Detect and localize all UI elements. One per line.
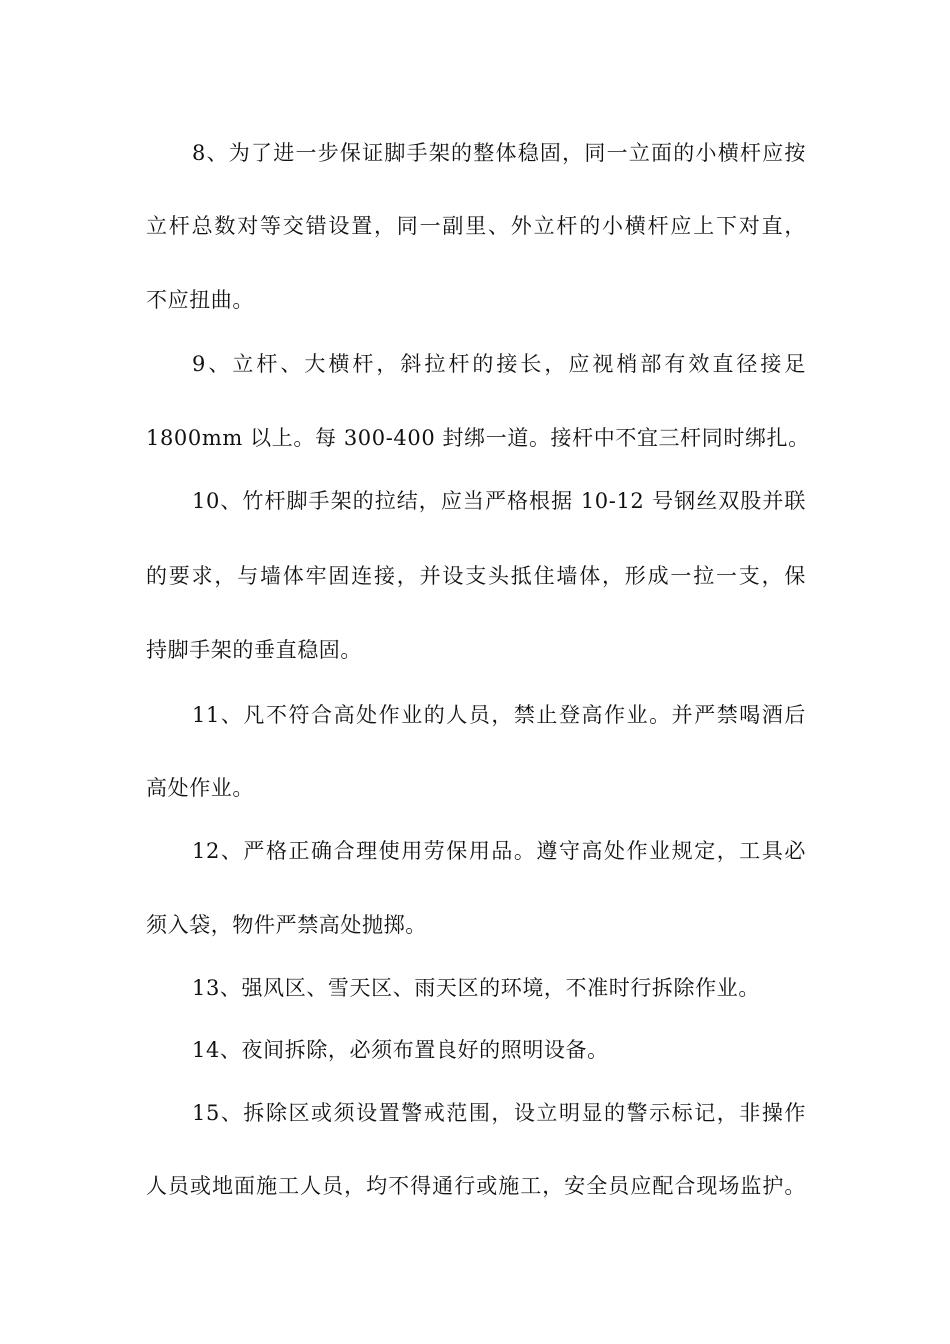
item-9-line-1: 9、立杆、大横杆，斜拉杆的接长，应视梢部有效直径接足: [192, 352, 806, 376]
item-15-line-2: 人员或地面施工人员，均不得通行或施工，安全员应配合现场监护。: [146, 1174, 806, 1198]
item-13-line-1: 13、强风区、雪天区、雨天区的环境，不准时行拆除作业。: [192, 976, 760, 1000]
item-8-line-2: 立杆总数对等交错设置，同一副里、外立杆的小横杆应上下对直，: [146, 214, 806, 238]
item-11-line-2: 高处作业。: [146, 776, 254, 800]
item-10-line-2: 的要求，与墙体牢固连接，并设支头抵住墙体，形成一拉一支，保: [146, 564, 806, 588]
item-10-line-1: 10、竹杆脚手架的拉结，应当严格根据 10-12 号钢丝双股并联: [192, 489, 806, 513]
item-14-line-1: 14、夜间拆除，必须布置良好的照明设备。: [192, 1038, 609, 1062]
item-10-line-3: 持脚手架的垂直稳固。: [146, 638, 362, 662]
item-8-line-3: 不应扭曲。: [146, 288, 254, 312]
item-15-line-1: 15、拆除区或须设置警戒范围，设立明显的警示标记，非操作: [192, 1101, 806, 1125]
item-9-line-2: 1800mm 以上。每 300-400 封绑一道。接杆中不宜三杆同时绑扎。: [146, 426, 810, 450]
item-12-line-2: 须入袋，物件严禁高处抛掷。: [146, 913, 427, 937]
item-12-line-1: 12、严格正确合理使用劳保用品。遵守高处作业规定，工具必: [192, 839, 806, 863]
item-8-line-1: 8、为了进一步保证脚手架的整体稳固，同一立面的小横杆应按: [192, 141, 806, 165]
item-11-line-1: 11、凡不符合高处作业的人员，禁止登高作业。并严禁喝酒后: [192, 703, 806, 727]
